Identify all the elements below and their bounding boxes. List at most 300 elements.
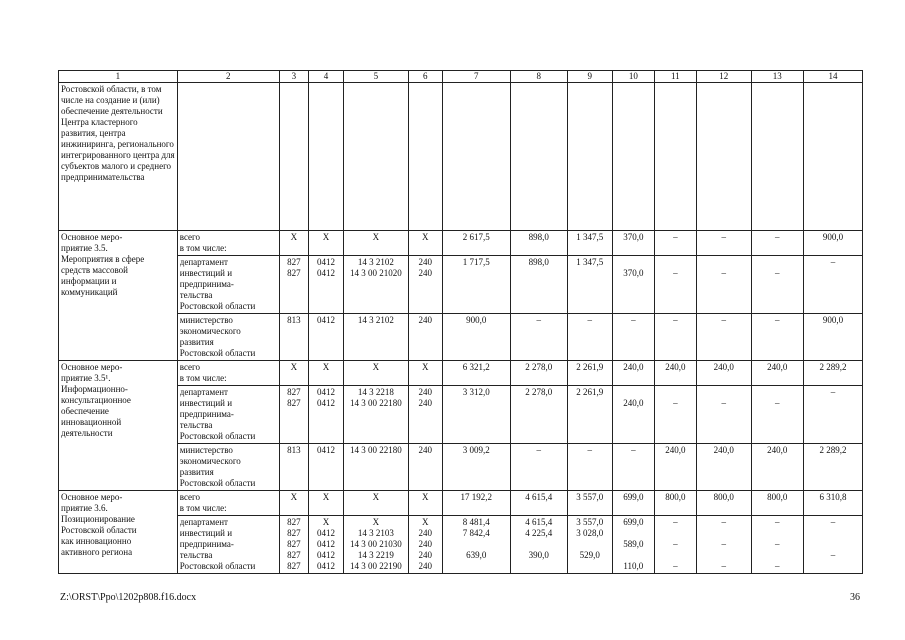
cell-value: 14 3 2102 (357, 315, 394, 325)
cell-value: – (721, 539, 726, 549)
executor-c12 (696, 386, 751, 444)
executor-label (177, 516, 279, 574)
cell-value: 0412 (316, 315, 335, 325)
cell-value: – (673, 315, 678, 325)
executor-c3 (279, 444, 308, 491)
executor-c6 (408, 516, 442, 574)
cell-value (754, 387, 802, 398)
total-c13: 240,0 (751, 361, 804, 386)
total-c4: X (309, 491, 344, 516)
cell-value: 0412 (316, 561, 335, 571)
cell-value: 1 347,5 (576, 257, 604, 267)
executor-c12 (696, 256, 751, 314)
cell-value (513, 268, 565, 279)
total-c3: X (279, 491, 308, 516)
total-c5: X (343, 231, 408, 256)
cell-value: – (775, 539, 780, 549)
cell-value: – (673, 398, 678, 408)
executor-c14 (804, 256, 863, 314)
executor-label-line: Ростовской области (179, 561, 256, 571)
cell-value: 2 261,9 (576, 387, 604, 397)
executor-c14 (804, 516, 863, 574)
executor-c9 (567, 444, 612, 491)
cell-value: 639,0 (466, 550, 487, 560)
executor-c9 (567, 256, 612, 314)
cell-value: 8 481,4 (462, 517, 490, 527)
executor-c6 (408, 386, 442, 444)
total-c9: 2 261,9 (567, 361, 612, 386)
executor-c11 (654, 444, 696, 491)
measure-name-line: Основное меро- (61, 492, 123, 502)
cell-value: 3 028,0 (576, 528, 604, 538)
measure-name-line: деятельности (61, 428, 113, 438)
col-header: 4 (309, 71, 344, 83)
col-header: 9 (567, 71, 612, 83)
cell-value: 827 (287, 528, 301, 538)
cell-value: 529,0 (579, 550, 600, 560)
executor-row (59, 444, 863, 491)
cell-value: 14 3 00 22190 (349, 561, 402, 571)
cell-value: 813 (287, 445, 301, 455)
executor-row (59, 314, 863, 361)
col-header: 2 (177, 71, 279, 83)
cell-value: 14 3 2102 (357, 257, 394, 267)
executor-c4 (309, 256, 344, 314)
cell-value (657, 257, 694, 268)
cell-value (445, 561, 508, 572)
cell-value: – (775, 517, 780, 527)
measure-name-line: Ростовской области (61, 525, 137, 535)
cell-value: – (830, 550, 836, 560)
executor-c5 (343, 314, 408, 361)
executor-c14 (804, 386, 863, 444)
cell-value: 7 842,4 (462, 528, 490, 538)
executor-c13 (751, 516, 804, 574)
cell-value: 240,0 (767, 445, 788, 455)
total-label-line: в том числе: (179, 243, 227, 253)
executor-c10 (612, 516, 654, 574)
executor-label-line: Ростовской области (179, 478, 256, 488)
cell-value: 827 (287, 398, 301, 408)
cell-value: – (775, 315, 780, 325)
cell-value: 240 (418, 528, 432, 538)
cell-value: – (721, 398, 726, 408)
cell-value: – (721, 517, 726, 527)
total-label (177, 361, 279, 386)
measure-name-line: консультационное (61, 395, 131, 405)
col-header: 6 (408, 71, 442, 83)
executor-c5 (343, 516, 408, 574)
executor-c8 (510, 444, 567, 491)
cell-value: – (830, 387, 836, 397)
executor-c11 (654, 386, 696, 444)
cell-value (513, 539, 565, 550)
total-c12: 240,0 (696, 361, 751, 386)
total-c7: 6 321,2 (442, 361, 510, 386)
executor-c8 (510, 516, 567, 574)
executor-label-line: предпринима- (179, 409, 234, 419)
cell-value: – (587, 315, 592, 325)
cell-value: 110,0 (623, 561, 644, 571)
executor-c11 (654, 256, 696, 314)
executor-c12 (696, 444, 751, 491)
total-c13: – (751, 231, 804, 256)
cell-value: – (587, 445, 592, 455)
executor-label-line: инвестиций и (179, 268, 233, 278)
executor-c7 (442, 444, 510, 491)
cell-value (615, 387, 652, 398)
total-c10: 699,0 (612, 491, 654, 516)
cell-value (570, 539, 610, 550)
measure-name-line: средств массовой (61, 265, 128, 275)
executor-c5 (343, 256, 408, 314)
cell-value: 390,0 (528, 550, 549, 560)
cell-value (657, 550, 694, 561)
executor-c12 (696, 314, 751, 361)
executor-label-line: развития (179, 337, 214, 347)
executor-label-line: экономического (179, 326, 241, 336)
measure-name-line: приятие 3.6. (61, 503, 108, 513)
total-c12: – (696, 231, 751, 256)
cell-value (445, 268, 508, 279)
cell-value (657, 528, 694, 539)
col-header: 11 (654, 71, 696, 83)
cell-value: – (673, 517, 678, 527)
total-c8: 898,0 (510, 231, 567, 256)
col-header: 7 (442, 71, 510, 83)
executor-label-line: департамент (179, 517, 228, 527)
cell-value: 0412 (316, 539, 335, 549)
cell-value: 827 (287, 550, 301, 560)
measure-name-line: Основное меро- (61, 232, 123, 242)
executor-c11 (654, 314, 696, 361)
total-row (59, 361, 863, 386)
executor-label-line: министерство (179, 315, 233, 325)
executor-c12 (696, 516, 751, 574)
executor-c4 (309, 516, 344, 574)
executor-row (59, 516, 863, 574)
cell-value (806, 528, 860, 539)
executor-c11 (654, 516, 696, 574)
cell-value (615, 257, 652, 268)
cell-value: 0412 (316, 398, 335, 408)
cell-value: 827 (287, 517, 301, 527)
cell-value: 240 (418, 257, 432, 267)
executor-c4 (309, 314, 344, 361)
total-label-line: в том числе: (179, 373, 227, 383)
measure-name-line: приятие 3.5. (61, 243, 108, 253)
executor-c9 (567, 516, 612, 574)
cell-value: 827 (287, 257, 301, 267)
executor-c9 (567, 386, 612, 444)
executor-label-line: Ростовской области (179, 301, 256, 311)
cell-value: X (322, 517, 330, 527)
measure-name-line: как инновационно (61, 536, 132, 546)
cell-value (445, 539, 508, 550)
cell-value: 14 3 00 22180 (349, 398, 402, 408)
total-c10: 240,0 (612, 361, 654, 386)
executor-label-line: министерство (179, 445, 233, 455)
measure-name (59, 491, 178, 574)
budget-table (58, 70, 863, 574)
cell-value: 1 717,5 (462, 257, 490, 267)
total-c14: 2 289,2 (804, 361, 863, 386)
cell-value: 589,0 (623, 539, 644, 549)
measure-name-line: коммуникаций (61, 287, 118, 297)
total-row (59, 231, 863, 256)
col-header: 10 (612, 71, 654, 83)
executor-label (177, 386, 279, 444)
executor-c8 (510, 386, 567, 444)
cell-value: 0412 (316, 268, 335, 278)
intro-text: Ростовской области, в том числе на создание и (или) обеспечение деятельности Центра кластерного развития, центра инжиниринга, регионального интегрированного центра для субъектов малого и среднего предпринимательства (59, 83, 178, 231)
cell-value (615, 528, 652, 539)
total-c11: 240,0 (654, 361, 696, 386)
total-c6: X (408, 361, 442, 386)
col-header: 5 (343, 71, 408, 83)
executor-c7 (442, 314, 510, 361)
cell-value (806, 539, 860, 550)
executor-label-line: развития (179, 467, 214, 477)
header-row (59, 71, 863, 83)
cell-value: 827 (287, 561, 301, 571)
executor-label (177, 314, 279, 361)
cell-value (513, 561, 565, 572)
cell-value: 827 (287, 268, 301, 278)
cell-value: 240 (418, 550, 432, 560)
total-c5: X (343, 491, 408, 516)
executor-label-line: Ростовской области (179, 431, 256, 441)
cell-value: 0412 (316, 528, 335, 538)
total-label-line: в том числе: (179, 503, 227, 513)
measure-name (59, 361, 178, 491)
executor-label (177, 444, 279, 491)
cell-value: 0412 (316, 550, 335, 560)
cell-value (570, 398, 610, 409)
cell-value (699, 550, 749, 561)
cell-value: – (631, 445, 636, 455)
cell-value: 699,0 (623, 517, 644, 527)
executor-c3 (279, 256, 308, 314)
cell-value: 240 (418, 398, 432, 408)
executor-c3 (279, 516, 308, 574)
cell-value: – (775, 268, 780, 278)
cell-value: 240,0 (713, 445, 734, 455)
executor-c7 (442, 516, 510, 574)
cell-value: 240 (418, 539, 432, 549)
cell-value: 240 (418, 268, 432, 278)
executor-label-line: экономического (179, 456, 241, 466)
executor-c3 (279, 386, 308, 444)
col-header: 13 (751, 71, 804, 83)
total-c4: X (309, 231, 344, 256)
cell-value: 4 225,4 (525, 528, 553, 538)
executor-c7 (442, 256, 510, 314)
cell-value: 813 (287, 315, 301, 325)
total-c10: 370,0 (612, 231, 654, 256)
cell-value: 14 3 2219 (357, 550, 394, 560)
cell-value: 14 3 2218 (357, 387, 394, 397)
total-label-line: всего (179, 362, 201, 372)
cell-value: 240 (418, 561, 432, 571)
col-header: 12 (696, 71, 751, 83)
executor-label-line: департамент (179, 387, 228, 397)
executor-c4 (309, 444, 344, 491)
cell-value: 240 (418, 315, 432, 325)
executor-label-line: предпринима- (179, 279, 234, 289)
total-c5: X (343, 361, 408, 386)
cell-value: 2 289,2 (819, 445, 847, 455)
executor-label-line: тельства (179, 550, 213, 560)
cell-value: – (631, 315, 636, 325)
cell-value: – (830, 257, 836, 267)
executor-c3 (279, 314, 308, 361)
total-c12: 800,0 (696, 491, 751, 516)
measure-name-line: активного региона (61, 547, 133, 557)
executor-c13 (751, 256, 804, 314)
cell-value: 900,0 (466, 315, 487, 325)
col-header: 8 (510, 71, 567, 83)
page-number: 36 (850, 592, 860, 603)
cell-value: 0412 (316, 257, 335, 267)
total-c4: X (309, 361, 344, 386)
measure-name-line: Позиционирование (61, 514, 135, 524)
cell-value (754, 550, 802, 561)
cell-value: 4 615,4 (525, 517, 553, 527)
measure-name-line: инновационной (61, 417, 122, 427)
executor-c10 (612, 444, 654, 491)
total-label (177, 491, 279, 516)
total-c9: 1 347,5 (567, 231, 612, 256)
cell-value: – (536, 445, 541, 455)
total-label-line: всего (179, 492, 201, 502)
cell-value (513, 398, 565, 409)
measure-name-line: информации и (61, 276, 117, 286)
total-c14: 900,0 (804, 231, 863, 256)
cell-value (615, 550, 652, 561)
executor-label-line: тельства (179, 290, 213, 300)
cell-value (699, 528, 749, 539)
cell-value: 827 (287, 387, 301, 397)
measure-name-line: Основное меро- (61, 362, 123, 372)
total-c6: X (408, 491, 442, 516)
cell-value (699, 257, 749, 268)
cell-value: – (775, 561, 780, 571)
cell-value: – (721, 268, 726, 278)
executor-c10 (612, 386, 654, 444)
cell-value: 240 (418, 387, 432, 397)
cell-value: 14 3 2103 (357, 528, 394, 538)
cell-value (806, 398, 860, 409)
executor-label-line: инвестиций и (179, 528, 233, 538)
cell-value: 240,0 (665, 445, 686, 455)
cell-value: – (775, 398, 780, 408)
cell-value (570, 268, 610, 279)
total-c13: 800,0 (751, 491, 804, 516)
cell-value: – (830, 517, 836, 527)
cell-value: 3 009,2 (462, 445, 490, 455)
intro-row (59, 83, 863, 231)
total-c11: – (654, 231, 696, 256)
total-c7: 2 617,5 (442, 231, 510, 256)
executor-c9 (567, 314, 612, 361)
measure-name (59, 231, 178, 361)
executor-c6 (408, 444, 442, 491)
cell-value: 827 (287, 539, 301, 549)
cell-value: – (673, 268, 678, 278)
cell-value (657, 387, 694, 398)
cell-value (754, 257, 802, 268)
total-c14: 6 310,8 (804, 491, 863, 516)
executor-label-line: департамент (179, 257, 228, 267)
executor-label-line: Ростовской области (179, 348, 256, 358)
total-c7: 17 192,2 (442, 491, 510, 516)
executor-c14 (804, 314, 863, 361)
executor-c13 (751, 444, 804, 491)
total-c8: 4 615,4 (510, 491, 567, 516)
executor-row (59, 256, 863, 314)
cell-value: 3 312,0 (462, 387, 490, 397)
cell-value: 240 (418, 445, 432, 455)
cell-value: 900,0 (822, 315, 844, 325)
measure-name-line: обеспечение (61, 406, 109, 416)
executor-label (177, 256, 279, 314)
cell-value: 2 278,0 (525, 387, 553, 397)
cell-value (806, 268, 860, 279)
executor-c10 (612, 256, 654, 314)
executor-c4 (309, 386, 344, 444)
cell-value: – (721, 561, 726, 571)
page-footer (60, 592, 860, 603)
total-c3: X (279, 361, 308, 386)
cell-value: – (673, 561, 678, 571)
executor-c8 (510, 314, 567, 361)
executor-c14 (804, 444, 863, 491)
executor-label-line: тельства (179, 420, 213, 430)
document-sheet (58, 70, 863, 574)
executor-c8 (510, 256, 567, 314)
cell-value: – (721, 315, 726, 325)
cell-value: 0412 (316, 387, 335, 397)
col-header: 14 (804, 71, 863, 83)
total-c6: X (408, 231, 442, 256)
cell-value: 0412 (316, 445, 335, 455)
cell-value: 898,0 (528, 257, 549, 267)
executor-c5 (343, 444, 408, 491)
cell-value: 14 3 00 21020 (349, 268, 402, 278)
total-c3: X (279, 231, 308, 256)
executor-c13 (751, 386, 804, 444)
cell-value (806, 561, 860, 572)
executor-c6 (408, 314, 442, 361)
cell-value: 370,0 (623, 268, 644, 278)
executor-c10 (612, 314, 654, 361)
total-label (177, 231, 279, 256)
total-row (59, 491, 863, 516)
total-c11: 800,0 (654, 491, 696, 516)
cell-value: 240,0 (623, 398, 644, 408)
cell-value: 14 3 00 22180 (349, 445, 402, 455)
executor-c5 (343, 386, 408, 444)
executor-c13 (751, 314, 804, 361)
total-label-line: всего (179, 232, 201, 242)
measure-name-line: приятие 3.5¹. (61, 373, 111, 383)
file-path: Z:\ORST\Ppo\1202p808.f16.docx (60, 592, 197, 603)
cell-value: X (372, 517, 380, 527)
cell-value: – (536, 315, 541, 325)
cell-value (570, 561, 610, 572)
total-c9: 3 557,0 (567, 491, 612, 516)
